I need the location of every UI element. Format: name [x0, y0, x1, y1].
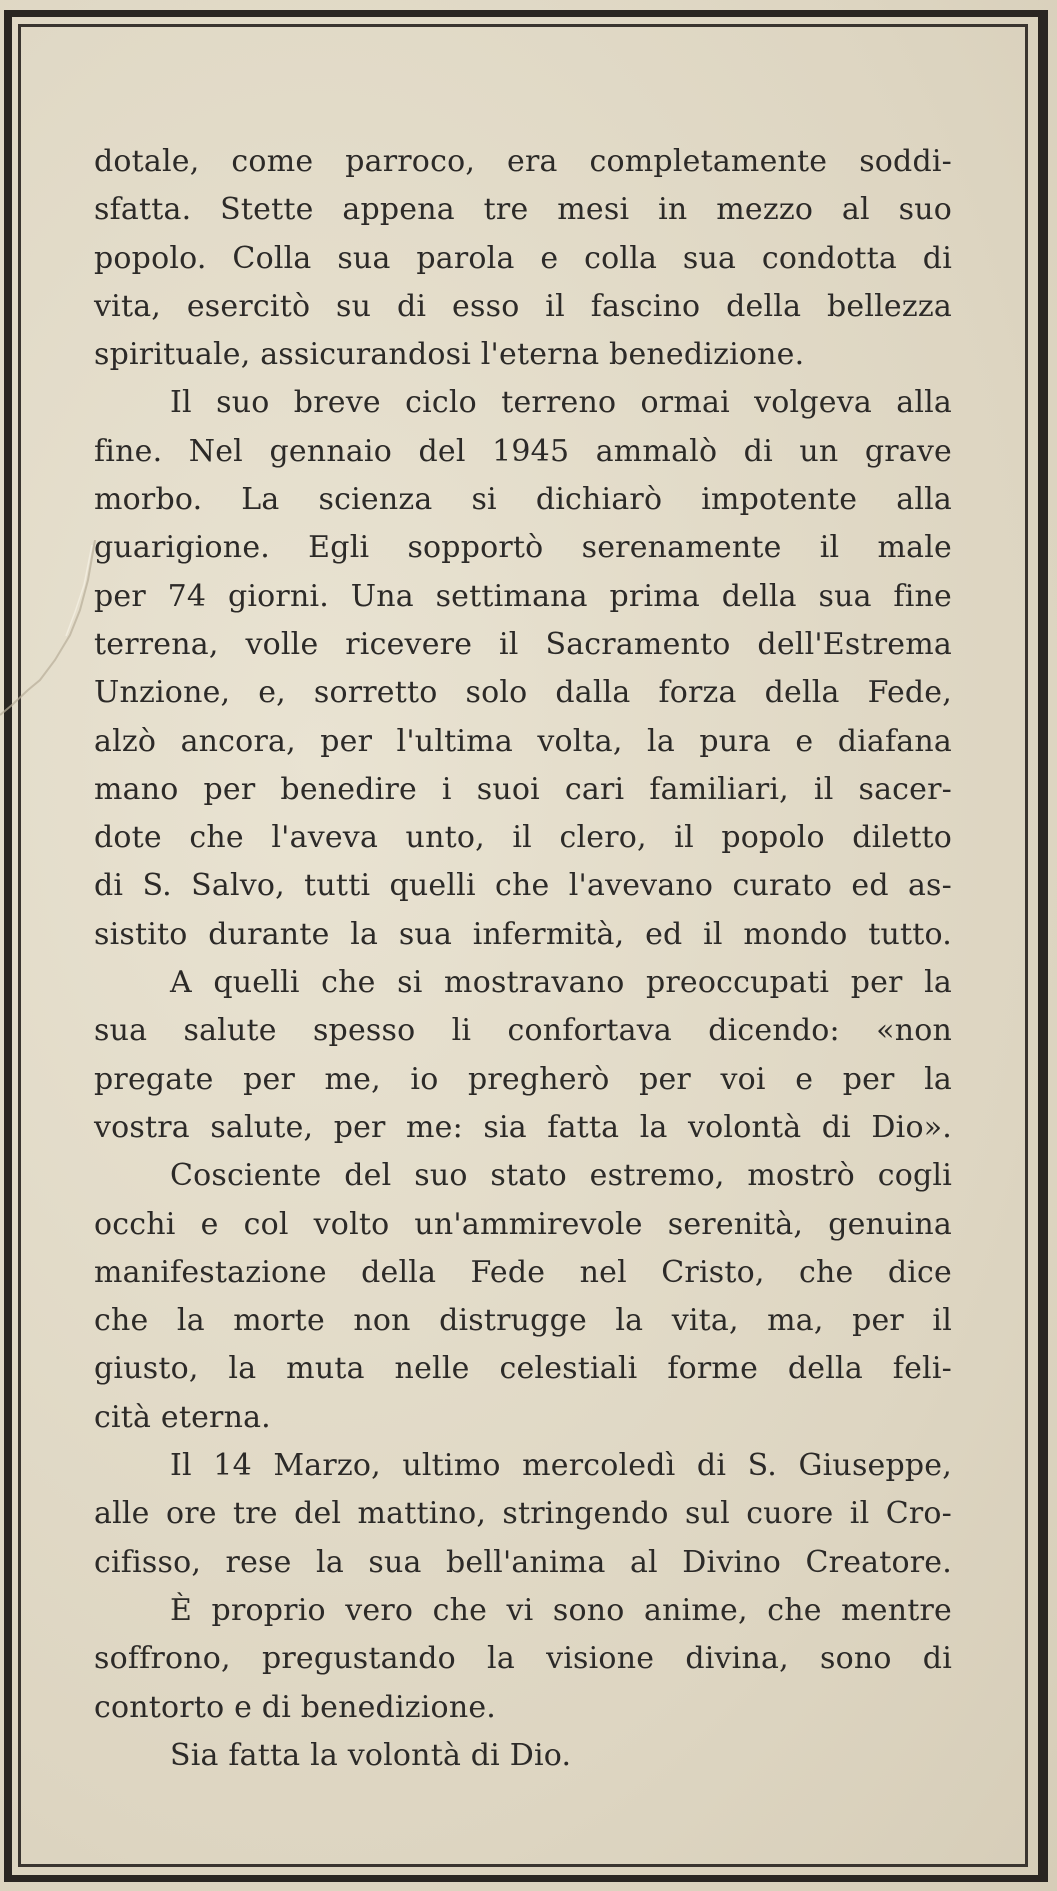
text-line: manifestazione della Fede nel Cristo, che dice: [94, 1254, 952, 1290]
text-line: per 74 giorni. Una settimana prima della sua fine: [94, 578, 952, 614]
text-line: morbo. La scienza si dichiarò impotente alla: [94, 482, 952, 518]
text-line: contorto e di benedizione.: [94, 1689, 497, 1725]
text-line: alle ore tre del mattino, stringendo sul cuore il Cro-: [94, 1496, 952, 1532]
text-line: terrena, volle ricevere il Sacramento dell'Estrema: [94, 626, 952, 662]
text-line: sistito durante la sua infermità, ed il mondo tutto.: [94, 916, 952, 952]
obituary-text: [94, 138, 952, 1780]
text-line: A quelli che si mostravano preoccupati per la: [170, 965, 952, 1001]
text-line: mano per benedire i suoi cari familiari, il sacer-: [94, 771, 952, 807]
text-line: alzò ancora, per l'ultima volta, la pura e diafana: [94, 723, 952, 759]
text-line: occhi e col volto un'ammirevole serenità, genuina: [94, 1206, 952, 1242]
text-line: pregate per me, io pregherò per voi e per la: [94, 1061, 952, 1097]
text-line: giusto, la muta nelle celestiali forme della feli-: [94, 1351, 952, 1387]
text-line: vostra salute, per me: sia fatta la volontà di Dio».: [94, 1109, 952, 1145]
text-line: cità eterna.: [94, 1399, 271, 1435]
text-line: Il suo breve ciclo terreno ormai volgeva alla: [170, 385, 952, 421]
text-line: spirituale, assicurandosi l'eterna benedizione.: [94, 337, 805, 373]
text-line: Cosciente del suo stato estremo, mostrò cogli: [170, 1158, 952, 1194]
text-line: È proprio vero che vi sono anime, che mentre: [170, 1592, 952, 1628]
text-line: fine. Nel gennaio del 1945 ammalò di un grave: [94, 433, 952, 469]
text-line: popolo. Colla sua parola e colla sua condotta di: [94, 240, 952, 276]
text-line: vita, esercitò su di esso il fascino della bellezza: [94, 288, 952, 324]
text-line: Unzione, e, sorretto solo dalla forza della Fede,: [94, 675, 952, 711]
text-line: Sia fatta la volontà di Dio.: [170, 1737, 572, 1773]
text-line: che la morte non distrugge la vita, ma, per il: [94, 1303, 952, 1339]
text-line: dotale, come parroco, era completamente soddi-: [94, 144, 952, 179]
text-line: Il 14 Marzo, ultimo mercoledì di S. Giuseppe,: [170, 1448, 952, 1484]
text-line: dote che l'aveva unto, il clero, il popolo diletto: [94, 820, 952, 856]
text-line: cifisso, rese la sua bell'anima al Divino Creatore.: [94, 1544, 952, 1580]
text-line: guarigione. Egli sopportò serenamente il male: [94, 530, 952, 566]
text-line: sua salute spesso li confortava dicendo: «non: [94, 1013, 952, 1049]
text-line: soffrono, pregustando la visione divina, sono di: [94, 1641, 952, 1677]
text-line: sfatta. Stette appena tre mesi in mezzo al suo: [94, 192, 952, 228]
text-line: di S. Salvo, tutti quelli che l'avevano curato ed as-: [94, 868, 952, 904]
